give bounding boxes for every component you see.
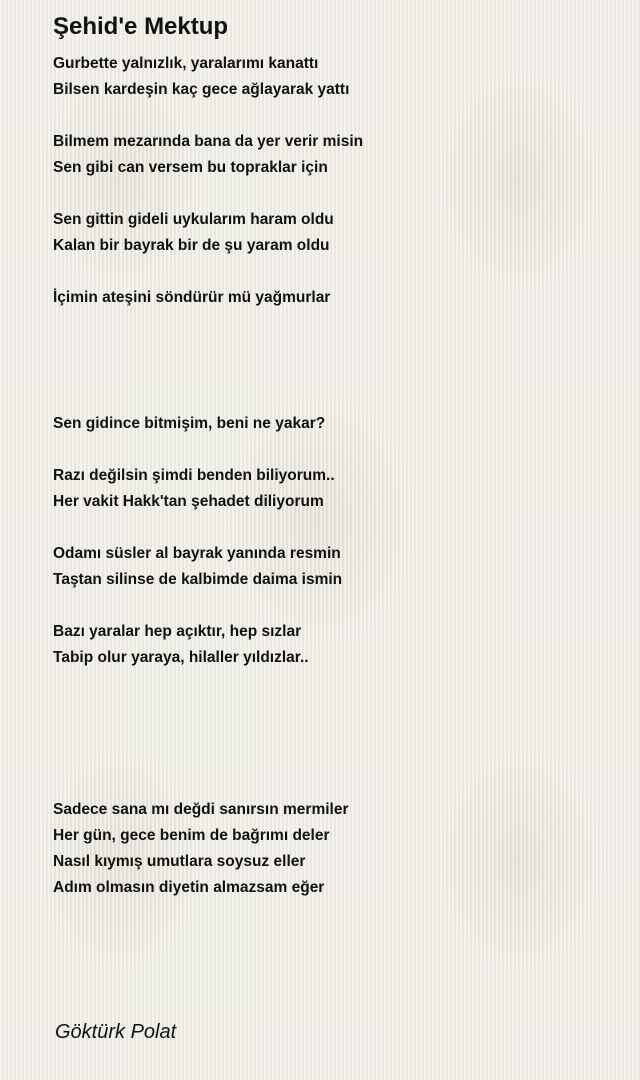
poem-line: Adım olmasın diyetin almazsam eğer (53, 879, 325, 896)
poem-line: Taştan silinse de kalbimde daima ismin (53, 571, 343, 588)
poem-line: Sadece sana mı değdi sanırsın mermiler (53, 801, 349, 818)
poem-line: Razı değilsin şimdi benden biliyorum.. (53, 467, 335, 484)
poem-line: Kalan bir bayrak bir de şu yaram oldu (53, 237, 330, 254)
poem-line: Sen gittin gideli uykularım haram oldu (53, 211, 334, 228)
poem-line: İçimin ateşini söndürür mü yağmurlar (53, 289, 331, 306)
poem-line: Tabip olur yaraya, hilaller yıldızlar.. (53, 649, 309, 666)
poem-line: Odamı süsler al bayrak yanında resmin (53, 545, 341, 562)
poem-line: Bilsen kardeşin kaç gece ağlayarak yattı (53, 81, 350, 98)
poem-author: Göktürk Polat (55, 1021, 177, 1043)
poem-line: Sen gidince bitmişim, beni ne yakar? (53, 415, 326, 432)
poem-line: Gurbette yalnızlık, yaralarımı kanattı (53, 55, 319, 72)
poem-line: Her vakit Hakk'tan şehadet diliyorum (53, 493, 324, 510)
poem-title: Şehid'e Mektup (53, 13, 229, 40)
poem-line: Nasıl kıymış umutlara soysuz eller (53, 853, 306, 870)
poem-line: Her gün, gece benim de bağrımı deler (53, 827, 330, 844)
poem-line: Bazı yaralar hep açıktır, hep sızlar (53, 623, 302, 640)
poem-line: Bilmem mezarında bana da yer verir misin (53, 133, 364, 150)
poem-line: Sen gibi can versem bu topraklar için (53, 159, 328, 176)
